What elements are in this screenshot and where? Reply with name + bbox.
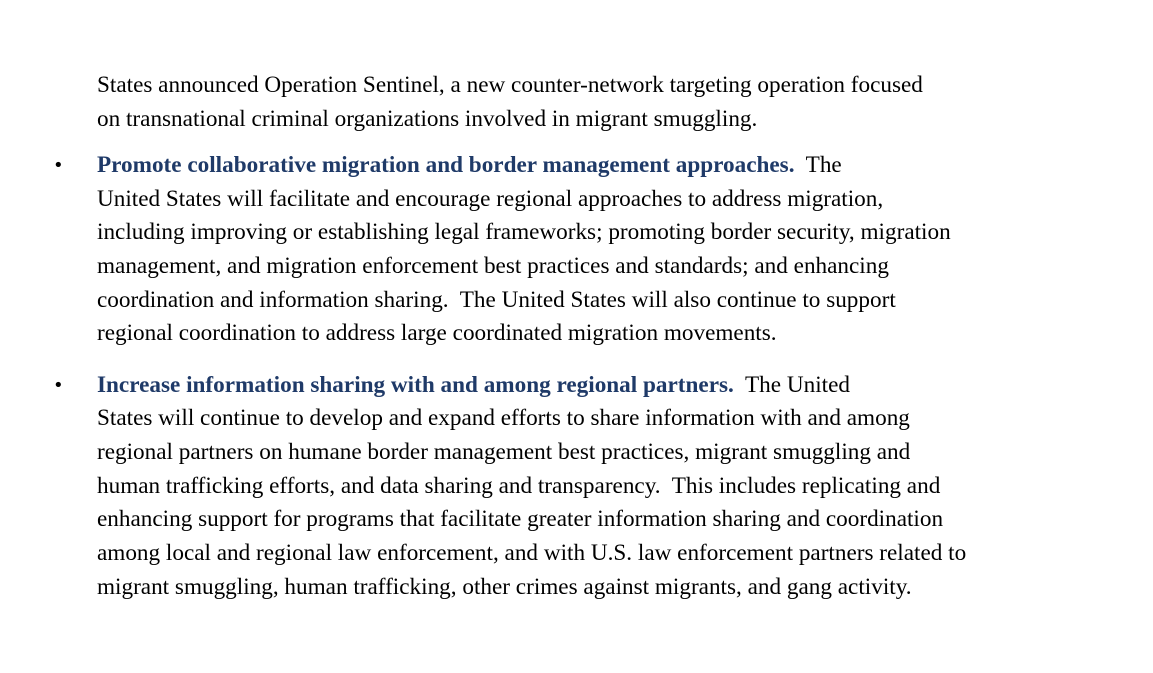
bullet-icon: • <box>53 154 64 176</box>
bullet-line: States will continue to develop and expand efforts to share information with and among <box>97 405 910 432</box>
document-body <box>53 69 1117 605</box>
bullet-line: coordination and information sharing. The United States will also continue to support <box>97 286 896 313</box>
intro-line: States announced Operation Sentinel, a new counter-network targeting operation focused <box>97 72 923 98</box>
bullet-heading: Increase information sharing with and among regional partners. <box>97 371 734 398</box>
bullet-line: regional coordination to address large coordinated migration movements. <box>97 320 777 347</box>
bullet-line: management, and migration enforcement best practices and standards; and enhancing <box>97 253 889 280</box>
bullet-line: human trafficking efforts, and data sharing and transparency. This includes replicating and <box>97 472 941 499</box>
intro-paragraph <box>97 69 1117 136</box>
bullet-heading: Promote collaborative migration and border management approaches. <box>97 151 795 178</box>
bullet-first-line <box>97 369 1117 403</box>
bullet-line: regional partners on humane border management best practices, migrant smuggling and <box>97 439 911 466</box>
bullet-first-line <box>97 149 1117 183</box>
bullet-line: United States will facilitate and encourage regional approaches to address migration, <box>97 185 884 212</box>
bullet-item-information-sharing <box>53 369 1117 605</box>
bullet-line: migrant smuggling, human trafficking, other crimes against migrants, and gang activity. <box>97 573 912 600</box>
bullet-first-line-text: The United <box>733 371 850 398</box>
bullet-line: including improving or establishing legal frameworks; promoting border security, migration <box>97 219 951 246</box>
bullet-line: enhancing support for programs that facilitate greater information sharing and coordination <box>97 506 944 533</box>
bullet-item-collaborative-migration <box>53 149 1117 351</box>
bullet-first-line-text: The <box>794 151 842 178</box>
bullet-icon: • <box>53 374 64 396</box>
intro-line: on transnational criminal organizations involved in migrant smuggling. <box>97 105 758 132</box>
bullet-line: among local and regional law enforcement, and with U.S. law enforcement partners related to <box>97 540 967 567</box>
